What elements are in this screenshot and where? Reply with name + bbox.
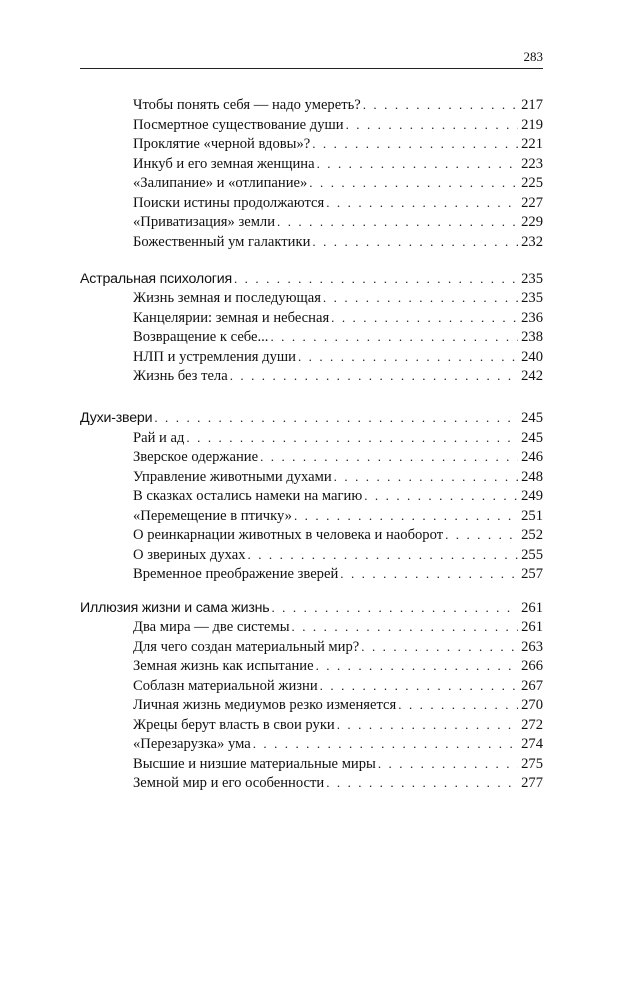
toc-leader-dots bbox=[253, 734, 518, 754]
toc-entry-title: НЛП и устремления души bbox=[133, 348, 296, 365]
toc-section-title: Иллюзия жизни и сама жизнь bbox=[80, 599, 270, 616]
toc-leader-dots bbox=[337, 715, 518, 735]
toc-entry-page: 225 bbox=[521, 175, 543, 191]
toc-section-page: 235 bbox=[521, 270, 543, 287]
toc-entry-page: 229 bbox=[521, 214, 543, 230]
toc-entry-page: 251 bbox=[521, 507, 543, 524]
toc-entry-page: 270 bbox=[521, 697, 543, 713]
toc-entry-page: 248 bbox=[521, 468, 543, 485]
toc-section-title: Астральная психология bbox=[80, 270, 232, 287]
toc-entry-page: 263 bbox=[521, 638, 543, 655]
toc-entry-title: Канцелярии: земная и небесная bbox=[133, 309, 330, 326]
toc-entry-title: Рай и ад bbox=[133, 429, 185, 446]
toc-entry bbox=[133, 212, 543, 232]
toc-entry bbox=[133, 486, 543, 506]
toc-leader-dots bbox=[361, 637, 518, 657]
toc-section-heading bbox=[80, 598, 543, 618]
toc-entry-title: О звериных духах bbox=[133, 546, 246, 563]
toc-entry-title: Земной мир и его особенности bbox=[133, 775, 325, 791]
toc-entry bbox=[133, 754, 543, 774]
toc-entry-title: Временное преображение зверей bbox=[133, 566, 339, 582]
toc-leader-dots bbox=[298, 347, 518, 367]
toc-entry-page: 272 bbox=[521, 716, 543, 733]
toc-entry-page: 277 bbox=[521, 775, 543, 791]
toc-entry-title: Жрецы берут власть в свои руки bbox=[133, 716, 335, 733]
toc-entry-title: «Залипание» и «отлипание» bbox=[133, 175, 308, 191]
toc-entry bbox=[133, 545, 543, 565]
toc-entry-page: 246 bbox=[521, 449, 543, 465]
toc-entry-page: 267 bbox=[521, 677, 543, 694]
toc-entry-page: 255 bbox=[521, 546, 543, 563]
toc-entry bbox=[133, 715, 543, 735]
toc-entry-page: 252 bbox=[521, 527, 543, 543]
toc-entry-page: 242 bbox=[521, 368, 543, 384]
toc-leader-dots bbox=[316, 656, 519, 676]
toc-leader-dots bbox=[270, 327, 518, 347]
toc-entry bbox=[133, 525, 543, 545]
toc-entry bbox=[133, 327, 543, 347]
toc-entry-title: В сказках остались намеки на магию bbox=[133, 488, 363, 504]
toc-leader-dots bbox=[292, 617, 519, 637]
toc-entry-title: Поиски истины продолжаются bbox=[133, 194, 325, 211]
toc-entry-title: Жизнь без тела bbox=[133, 368, 228, 384]
toc-entry bbox=[133, 115, 543, 135]
toc-entry bbox=[133, 154, 543, 174]
toc-leader-dots bbox=[260, 447, 518, 467]
toc-section-page: 245 bbox=[521, 410, 543, 426]
toc-leader-dots bbox=[378, 754, 518, 774]
toc-entry-page: 235 bbox=[521, 290, 543, 306]
toc-leader-dots bbox=[326, 773, 518, 793]
toc-entry bbox=[133, 734, 543, 754]
toc-leader-dots bbox=[346, 115, 519, 135]
toc-leader-dots bbox=[277, 212, 518, 232]
toc-entry-title: Личная жизнь медиумов резко изменяется bbox=[133, 697, 397, 713]
toc-entry bbox=[133, 617, 543, 637]
header-rule bbox=[80, 68, 543, 69]
toc-entry-page: 223 bbox=[521, 155, 543, 172]
toc-entry bbox=[133, 637, 543, 657]
toc-entry-page: 249 bbox=[521, 488, 543, 504]
toc-leader-dots bbox=[331, 308, 518, 328]
toc-entry-title: Божественный ум галактики bbox=[133, 233, 311, 250]
toc-section-title: Духи-звери bbox=[80, 410, 153, 426]
toc-leader-dots bbox=[323, 288, 518, 308]
toc-entry-page: 236 bbox=[521, 309, 543, 326]
toc-entry-title: Два мира — две системы bbox=[133, 619, 290, 635]
toc-entry-page: 274 bbox=[521, 736, 543, 752]
toc-entry-title: Посмертное существование души bbox=[133, 116, 344, 133]
toc-entry bbox=[133, 134, 543, 154]
toc-leader-dots bbox=[363, 95, 518, 115]
toc-entry-title: Зверское одержание bbox=[133, 449, 259, 465]
toc-entry bbox=[133, 773, 543, 793]
toc-leader-dots bbox=[309, 173, 518, 193]
toc-section-page: 261 bbox=[521, 599, 543, 616]
toc-entry bbox=[133, 308, 543, 328]
toc-entry-page: 275 bbox=[521, 755, 543, 772]
toc-section-heading bbox=[80, 408, 543, 428]
toc-entry-page: 232 bbox=[521, 233, 543, 250]
toc-entry-page: 266 bbox=[521, 658, 543, 674]
toc-entry-title: Проклятие «черной вдовы»? bbox=[133, 136, 311, 152]
toc-entry bbox=[133, 695, 543, 715]
toc-entry-page: 257 bbox=[521, 566, 543, 582]
toc-entry bbox=[133, 232, 543, 252]
toc-leader-dots bbox=[230, 366, 518, 386]
toc-entry-title: Для чего создан материальный мир? bbox=[133, 638, 360, 655]
toc-leader-dots bbox=[312, 134, 518, 154]
toc-entry-page: 245 bbox=[521, 429, 543, 446]
toc-entry-title: Жизнь земная и последующая bbox=[133, 290, 321, 306]
toc-leader-dots bbox=[364, 486, 518, 506]
toc-leader-dots bbox=[445, 525, 518, 545]
toc-leader-dots bbox=[334, 467, 518, 487]
toc-entry bbox=[133, 428, 543, 448]
toc-entry-title: Чтобы понять себя — надо умереть? bbox=[133, 97, 361, 113]
toc-entry-title: «Перемещение в птичку» bbox=[133, 507, 292, 524]
toc-entry-page: 240 bbox=[521, 348, 543, 365]
toc-entry-title: Инкуб и его земная женщина bbox=[133, 155, 315, 172]
toc-entry bbox=[133, 95, 543, 115]
toc-entry-page: 238 bbox=[521, 329, 543, 345]
toc-entry bbox=[133, 447, 543, 467]
toc-entry-page: 227 bbox=[521, 194, 543, 211]
toc-leader-dots bbox=[320, 676, 518, 696]
toc-entry-page: 219 bbox=[521, 116, 543, 133]
toc-entry-page: 261 bbox=[521, 619, 543, 635]
toc-entry bbox=[133, 366, 543, 386]
toc-entry bbox=[133, 288, 543, 308]
toc-leader-dots bbox=[294, 506, 518, 526]
toc-entry bbox=[133, 173, 543, 193]
toc-section-heading bbox=[80, 269, 543, 289]
toc-leader-dots bbox=[326, 193, 518, 213]
toc-entry bbox=[133, 676, 543, 696]
toc-entry bbox=[133, 656, 543, 676]
toc-entry-title: Земная жизнь как испытание bbox=[133, 658, 314, 674]
toc-entry-title: О реинкарнации животных в человека и наоборот bbox=[133, 527, 444, 543]
toc-entry bbox=[133, 467, 543, 487]
toc-leader-dots bbox=[340, 564, 518, 584]
toc-leader-dots bbox=[398, 695, 518, 715]
toc-leader-dots bbox=[312, 232, 518, 252]
toc-leader-dots bbox=[317, 154, 519, 174]
toc-leader-dots bbox=[248, 545, 519, 565]
toc-entry bbox=[133, 193, 543, 213]
toc-entry-title: Возвращение к себе... bbox=[133, 329, 269, 345]
toc-entry-title: Высшие и низшие материальные миры bbox=[133, 755, 376, 772]
toc-entry-title: «Перезарузка» ума bbox=[133, 736, 251, 752]
toc-entry bbox=[133, 564, 543, 584]
toc-entry-title: «Приватизация» земли bbox=[133, 214, 276, 230]
toc-entry-page: 221 bbox=[521, 136, 543, 152]
toc-entry bbox=[133, 506, 543, 526]
toc-entry-title: Соблазн материальной жизни bbox=[133, 677, 318, 694]
toc-leader-dots bbox=[271, 598, 518, 618]
toc-leader-dots bbox=[154, 408, 518, 428]
toc-entry-page: 217 bbox=[521, 97, 543, 113]
toc-entry-title: Управление животными духами bbox=[133, 468, 332, 485]
toc-leader-dots bbox=[186, 428, 518, 448]
page-number: 283 bbox=[523, 49, 543, 64]
toc-leader-dots bbox=[234, 269, 518, 289]
toc-entry bbox=[133, 347, 543, 367]
